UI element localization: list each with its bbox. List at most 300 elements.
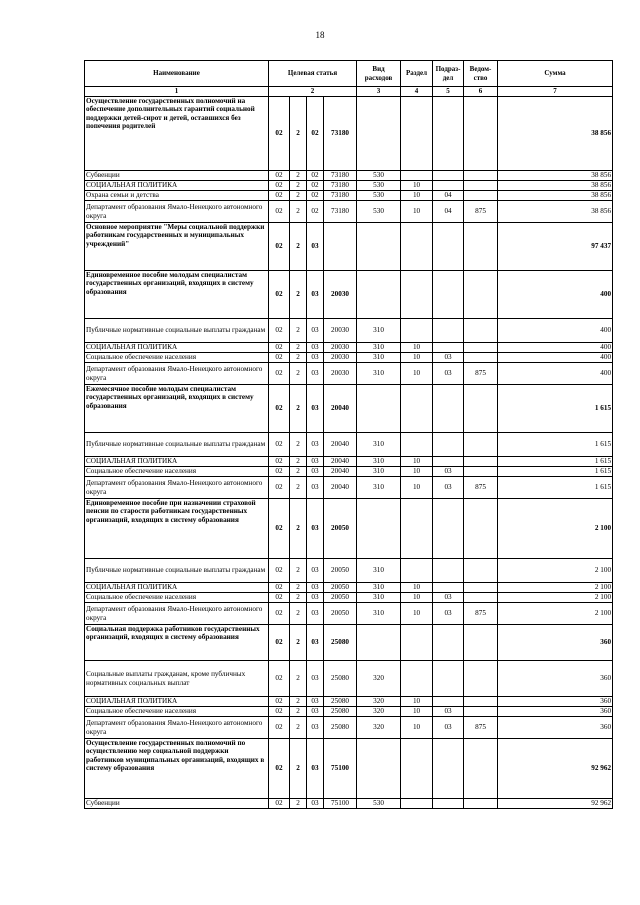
- cell-name: Социальная поддержка работников государственных организаций, входящих в систему образования: [85, 625, 269, 661]
- cell-sum: 400: [498, 343, 613, 353]
- cell-podrazdel: 03: [433, 477, 464, 499]
- cell-program: 02: [269, 477, 290, 499]
- cell-program: 02: [269, 363, 290, 385]
- cell-program: 02: [269, 271, 290, 319]
- cell-vid: 310: [357, 457, 401, 467]
- cell-subprogram: 2: [290, 433, 307, 457]
- cell-event: 03: [307, 433, 324, 457]
- cell-subprogram: 2: [290, 363, 307, 385]
- cell-razdel: 10: [401, 477, 433, 499]
- cell-sum: 1 615: [498, 467, 613, 477]
- cell-vedomstvo: [464, 223, 498, 271]
- cell-subprogram: 2: [290, 181, 307, 191]
- cell-sum: 38 856: [498, 191, 613, 201]
- cell-event: 03: [307, 593, 324, 603]
- cell-podrazdel: [433, 799, 464, 809]
- cell-podrazdel: 03: [433, 353, 464, 363]
- cell-razdel: [401, 661, 433, 697]
- cell-program: 02: [269, 385, 290, 433]
- cell-program: 02: [269, 171, 290, 181]
- cell-razdel: 10: [401, 603, 433, 625]
- table-row: [85, 343, 613, 353]
- cell-name: Департамент образования Ямало-Ненецкого автономного округа: [85, 717, 269, 739]
- cell-vedomstvo: [464, 385, 498, 433]
- cell-podrazdel: 03: [433, 603, 464, 625]
- cell-event: 02: [307, 191, 324, 201]
- cell-podrazdel: 03: [433, 363, 464, 385]
- table-row: [85, 583, 613, 593]
- cell-name: Социальное обеспечение населения: [85, 353, 269, 363]
- cell-event: 02: [307, 181, 324, 191]
- table-row: [85, 477, 613, 499]
- cell-event: 03: [307, 739, 324, 799]
- cell-program: 02: [269, 343, 290, 353]
- table-row: [85, 707, 613, 717]
- cell-subprogram: 2: [290, 97, 307, 171]
- cell-vid: [357, 223, 401, 271]
- cell-direction: 75100: [324, 799, 357, 809]
- cell-name: Субвенции: [85, 171, 269, 181]
- cell-name: Департамент образования Ямало-Ненецкого автономного округа: [85, 201, 269, 223]
- cell-sum: 360: [498, 625, 613, 661]
- cell-razdel: 10: [401, 593, 433, 603]
- cell-sum: 400: [498, 363, 613, 385]
- cell-program: 02: [269, 697, 290, 707]
- cell-subprogram: 2: [290, 343, 307, 353]
- cell-vedomstvo: [464, 707, 498, 717]
- cell-name: Социальное обеспечение населения: [85, 707, 269, 717]
- cell-program: 02: [269, 223, 290, 271]
- cell-direction: 73180: [324, 191, 357, 201]
- cell-vid: [357, 385, 401, 433]
- cell-sum: 360: [498, 697, 613, 707]
- cell-vedomstvo: [464, 467, 498, 477]
- cell-razdel: [401, 739, 433, 799]
- cell-event: 03: [307, 625, 324, 661]
- cell-direction: 75100: [324, 739, 357, 799]
- cell-vid: 530: [357, 171, 401, 181]
- cell-vedomstvo: 875: [464, 363, 498, 385]
- cell-podrazdel: 03: [433, 707, 464, 717]
- cell-program: 02: [269, 661, 290, 697]
- cell-program: 02: [269, 457, 290, 467]
- cell-subprogram: 2: [290, 697, 307, 707]
- header-vedomstvo: Ведом-ство: [464, 61, 498, 87]
- cell-event: 03: [307, 223, 324, 271]
- cell-sum: 400: [498, 319, 613, 343]
- cell-direction: 20030: [324, 353, 357, 363]
- cell-event: 03: [307, 661, 324, 697]
- table-row: [85, 433, 613, 457]
- cell-event: 03: [307, 697, 324, 707]
- cell-vedomstvo: 875: [464, 603, 498, 625]
- cell-vid: 310: [357, 583, 401, 593]
- cell-program: 02: [269, 717, 290, 739]
- cell-vid: 310: [357, 433, 401, 457]
- cell-direction: 20040: [324, 477, 357, 499]
- cell-podrazdel: [433, 271, 464, 319]
- cell-name: Департамент образования Ямало-Ненецкого автономного округа: [85, 363, 269, 385]
- cell-subprogram: 2: [290, 583, 307, 593]
- cell-name: Публичные нормативные социальные выплаты гражданам: [85, 433, 269, 457]
- cell-vedomstvo: [464, 661, 498, 697]
- cell-subprogram: 2: [290, 467, 307, 477]
- cell-subprogram: 2: [290, 477, 307, 499]
- cell-podrazdel: [433, 181, 464, 191]
- cell-vedomstvo: [464, 343, 498, 353]
- cell-vedomstvo: [464, 499, 498, 559]
- cell-vid: 310: [357, 559, 401, 583]
- cell-program: 02: [269, 499, 290, 559]
- cell-event: 03: [307, 467, 324, 477]
- cell-subprogram: 2: [290, 717, 307, 739]
- cell-sum: 38 856: [498, 97, 613, 171]
- cell-vedomstvo: [464, 353, 498, 363]
- cell-podrazdel: [433, 697, 464, 707]
- cell-event: 03: [307, 707, 324, 717]
- table-row: [85, 697, 613, 707]
- cell-subprogram: 2: [290, 499, 307, 559]
- cell-podrazdel: 03: [433, 593, 464, 603]
- cell-direction: 20030: [324, 343, 357, 353]
- cell-vid: 530: [357, 201, 401, 223]
- cell-vedomstvo: 875: [464, 717, 498, 739]
- cell-vid: 310: [357, 467, 401, 477]
- cell-direction: 20040: [324, 385, 357, 433]
- table-row: [85, 171, 613, 181]
- cell-podrazdel: [433, 343, 464, 353]
- cell-direction: 20040: [324, 433, 357, 457]
- cell-event: 03: [307, 559, 324, 583]
- colnum-3: 3: [357, 87, 401, 97]
- cell-vedomstvo: [464, 191, 498, 201]
- cell-vedomstvo: [464, 799, 498, 809]
- table-row: [85, 661, 613, 697]
- cell-event: 03: [307, 353, 324, 363]
- cell-direction: 20040: [324, 457, 357, 467]
- cell-name: СОЦИАЛЬНАЯ ПОЛИТИКА: [85, 457, 269, 467]
- cell-subprogram: 2: [290, 799, 307, 809]
- cell-name: Основное мероприятие "Меры социальной поддержки работникам государственных и муниципальных учреждений": [85, 223, 269, 271]
- cell-name: Публичные нормативные социальные выплаты гражданам: [85, 319, 269, 343]
- table-row: [85, 363, 613, 385]
- cell-vid: 310: [357, 603, 401, 625]
- cell-event: 03: [307, 319, 324, 343]
- cell-podrazdel: [433, 385, 464, 433]
- cell-vid: [357, 739, 401, 799]
- cell-name: Осуществление государственных полномочий по осуществлению мер социальной поддержки работников муниципальных организаций, входящих в систему образования: [85, 739, 269, 799]
- cell-subprogram: 2: [290, 171, 307, 181]
- cell-direction: 20050: [324, 559, 357, 583]
- table-body: [85, 97, 613, 809]
- colnum-2: 2: [269, 87, 357, 97]
- cell-subprogram: 2: [290, 223, 307, 271]
- cell-name: Социальное обеспечение населения: [85, 593, 269, 603]
- cell-name: Департамент образования Ямало-Ненецкого автономного округа: [85, 477, 269, 499]
- table-row: [85, 191, 613, 201]
- cell-vid: 320: [357, 707, 401, 717]
- cell-direction: 20030: [324, 271, 357, 319]
- cell-event: 03: [307, 457, 324, 467]
- cell-program: 02: [269, 191, 290, 201]
- table-row: [85, 271, 613, 319]
- table-header: [85, 61, 613, 97]
- cell-subprogram: 2: [290, 353, 307, 363]
- cell-name: СОЦИАЛЬНАЯ ПОЛИТИКА: [85, 697, 269, 707]
- cell-podrazdel: [433, 559, 464, 583]
- page-number: 18: [315, 30, 325, 40]
- cell-sum: 2 100: [498, 559, 613, 583]
- cell-vedomstvo: 875: [464, 477, 498, 499]
- cell-subprogram: 2: [290, 271, 307, 319]
- cell-event: 03: [307, 363, 324, 385]
- cell-program: 02: [269, 97, 290, 171]
- cell-direction: 20050: [324, 583, 357, 593]
- cell-program: 02: [269, 353, 290, 363]
- cell-name: Охрана семьи и детства: [85, 191, 269, 201]
- cell-podrazdel: [433, 433, 464, 457]
- cell-razdel: [401, 625, 433, 661]
- cell-program: 02: [269, 739, 290, 799]
- cell-program: 02: [269, 583, 290, 593]
- cell-direction: 73180: [324, 171, 357, 181]
- cell-sum: 92 962: [498, 799, 613, 809]
- cell-vedomstvo: [464, 97, 498, 171]
- cell-razdel: [401, 97, 433, 171]
- cell-direction: 20040: [324, 467, 357, 477]
- cell-event: 03: [307, 583, 324, 593]
- cell-direction: 73180: [324, 181, 357, 191]
- cell-sum: 2 100: [498, 593, 613, 603]
- cell-razdel: 10: [401, 353, 433, 363]
- cell-sum: 1 615: [498, 457, 613, 467]
- table-row: [85, 603, 613, 625]
- cell-subprogram: 2: [290, 191, 307, 201]
- cell-name: Публичные нормативные социальные выплаты гражданам: [85, 559, 269, 583]
- cell-razdel: 10: [401, 191, 433, 201]
- cell-vid: 310: [357, 319, 401, 343]
- table-row: [85, 319, 613, 343]
- table-row: [85, 181, 613, 191]
- header-target: Целевая статья: [269, 61, 357, 87]
- table-row: [85, 717, 613, 739]
- cell-name: Субвенции: [85, 799, 269, 809]
- cell-vid: [357, 97, 401, 171]
- cell-event: 03: [307, 499, 324, 559]
- cell-vedomstvo: [464, 739, 498, 799]
- cell-program: 02: [269, 433, 290, 457]
- table-row: [85, 559, 613, 583]
- cell-direction: 20050: [324, 603, 357, 625]
- colnum-4: 4: [401, 87, 433, 97]
- cell-vid: [357, 625, 401, 661]
- cell-subprogram: 2: [290, 661, 307, 697]
- cell-subprogram: 2: [290, 603, 307, 625]
- table-row: [85, 467, 613, 477]
- cell-program: 02: [269, 799, 290, 809]
- header-vid: Вид расходов: [357, 61, 401, 87]
- cell-sum: 2 100: [498, 583, 613, 593]
- cell-razdel: [401, 319, 433, 343]
- cell-podrazdel: [433, 583, 464, 593]
- header-razdel: Раздел: [401, 61, 433, 87]
- cell-razdel: [401, 223, 433, 271]
- cell-subprogram: 2: [290, 739, 307, 799]
- cell-sum: 360: [498, 717, 613, 739]
- cell-event: 03: [307, 603, 324, 625]
- cell-razdel: 10: [401, 717, 433, 739]
- cell-razdel: 10: [401, 343, 433, 353]
- cell-razdel: [401, 271, 433, 319]
- cell-subprogram: 2: [290, 457, 307, 467]
- colnum-6: 6: [464, 87, 498, 97]
- cell-sum: 97 437: [498, 223, 613, 271]
- cell-vid: 310: [357, 353, 401, 363]
- cell-program: 02: [269, 593, 290, 603]
- cell-subprogram: 2: [290, 319, 307, 343]
- cell-podrazdel: [433, 319, 464, 343]
- cell-podrazdel: [433, 171, 464, 181]
- cell-event: 03: [307, 385, 324, 433]
- cell-program: 02: [269, 625, 290, 661]
- cell-event: 03: [307, 477, 324, 499]
- cell-sum: 2 100: [498, 499, 613, 559]
- cell-vid: [357, 499, 401, 559]
- cell-program: 02: [269, 603, 290, 625]
- table-row: [85, 799, 613, 809]
- cell-vedomstvo: [464, 625, 498, 661]
- cell-vid: 310: [357, 477, 401, 499]
- cell-razdel: [401, 171, 433, 181]
- cell-event: 02: [307, 171, 324, 181]
- cell-sum: 38 856: [498, 181, 613, 191]
- cell-name: Социальные выплаты гражданам, кроме публичных нормативных социальных выплат: [85, 661, 269, 697]
- cell-direction: 25080: [324, 697, 357, 707]
- cell-subprogram: 2: [290, 707, 307, 717]
- cell-name: Осуществление государственных полномочий на обеспечение дополнительных гарантий социальной поддержки детей-сирот и детей, оставшихся без попечения родителей: [85, 97, 269, 171]
- cell-sum: 2 100: [498, 603, 613, 625]
- cell-name: СОЦИАЛЬНАЯ ПОЛИТИКА: [85, 181, 269, 191]
- cell-podrazdel: 04: [433, 201, 464, 223]
- cell-name: Единовременное пособие молодым специалистам государственных организаций, входящих в систему образования: [85, 271, 269, 319]
- cell-podrazdel: [433, 97, 464, 171]
- cell-vid: 310: [357, 343, 401, 353]
- cell-podrazdel: [433, 625, 464, 661]
- cell-podrazdel: [433, 223, 464, 271]
- table-row: [85, 625, 613, 661]
- cell-razdel: 10: [401, 583, 433, 593]
- cell-name: Единовременное пособие при назначении страховой пенсии по старости работникам государственных организаций, входящих в систему образования: [85, 499, 269, 559]
- cell-vedomstvo: [464, 457, 498, 467]
- table-row: [85, 593, 613, 603]
- cell-direction: 20030: [324, 319, 357, 343]
- header-summa: Сумма: [498, 61, 613, 87]
- cell-podrazdel: 04: [433, 191, 464, 201]
- cell-razdel: 10: [401, 467, 433, 477]
- cell-razdel: 10: [401, 201, 433, 223]
- cell-vid: [357, 271, 401, 319]
- cell-sum: 400: [498, 271, 613, 319]
- cell-podrazdel: 03: [433, 467, 464, 477]
- table-row: [85, 201, 613, 223]
- cell-sum: 360: [498, 707, 613, 717]
- cell-vid: 320: [357, 661, 401, 697]
- cell-razdel: [401, 559, 433, 583]
- cell-vid: 310: [357, 593, 401, 603]
- cell-event: 03: [307, 799, 324, 809]
- cell-direction: 20030: [324, 363, 357, 385]
- cell-vid: 320: [357, 717, 401, 739]
- cell-program: 02: [269, 201, 290, 223]
- cell-vid: 530: [357, 191, 401, 201]
- cell-vedomstvo: [464, 583, 498, 593]
- cell-vid: 320: [357, 697, 401, 707]
- table-row: [85, 97, 613, 171]
- table-row: [85, 499, 613, 559]
- cell-vedomstvo: [464, 271, 498, 319]
- cell-vedomstvo: [464, 697, 498, 707]
- cell-event: 03: [307, 271, 324, 319]
- cell-sum: 1 615: [498, 385, 613, 433]
- cell-subprogram: 2: [290, 593, 307, 603]
- cell-sum: 400: [498, 353, 613, 363]
- cell-vid: 310: [357, 363, 401, 385]
- cell-sum: 1 615: [498, 433, 613, 457]
- table-row: [85, 457, 613, 467]
- cell-razdel: 10: [401, 181, 433, 191]
- table-row: [85, 223, 613, 271]
- cell-podrazdel: [433, 457, 464, 467]
- cell-subprogram: 2: [290, 201, 307, 223]
- cell-razdel: [401, 799, 433, 809]
- cell-name: СОЦИАЛЬНАЯ ПОЛИТИКА: [85, 343, 269, 353]
- cell-event: 03: [307, 343, 324, 353]
- table-row: [85, 385, 613, 433]
- cell-direction: 25080: [324, 707, 357, 717]
- cell-subprogram: 2: [290, 625, 307, 661]
- cell-podrazdel: [433, 739, 464, 799]
- header-name: Наименование: [85, 61, 269, 87]
- cell-event: 02: [307, 201, 324, 223]
- cell-event: 03: [307, 717, 324, 739]
- colnum-7: 7: [498, 87, 613, 97]
- cell-sum: 1 615: [498, 477, 613, 499]
- cell-direction: 25080: [324, 717, 357, 739]
- cell-direction: [324, 223, 357, 271]
- cell-program: 02: [269, 467, 290, 477]
- cell-podrazdel: [433, 661, 464, 697]
- cell-vedomstvo: [464, 171, 498, 181]
- colnum-1: 1: [85, 87, 269, 97]
- cell-program: 02: [269, 559, 290, 583]
- cell-razdel: 10: [401, 363, 433, 385]
- budget-table: [84, 60, 613, 809]
- cell-vedomstvo: [464, 181, 498, 191]
- cell-vedomstvo: 875: [464, 201, 498, 223]
- cell-name: Ежемесячное пособие молодым специалистам государственных организаций, входящих в систему образования: [85, 385, 269, 433]
- cell-vedomstvo: [464, 559, 498, 583]
- cell-program: 02: [269, 181, 290, 191]
- cell-direction: 25080: [324, 625, 357, 661]
- cell-razdel: [401, 385, 433, 433]
- cell-podrazdel: [433, 499, 464, 559]
- cell-name: Департамент образования Ямало-Ненецкого автономного округа: [85, 603, 269, 625]
- cell-vedomstvo: [464, 319, 498, 343]
- header-podrazdel: Подраз-дел: [433, 61, 464, 87]
- cell-sum: 38 856: [498, 201, 613, 223]
- cell-program: 02: [269, 319, 290, 343]
- cell-direction: 73180: [324, 201, 357, 223]
